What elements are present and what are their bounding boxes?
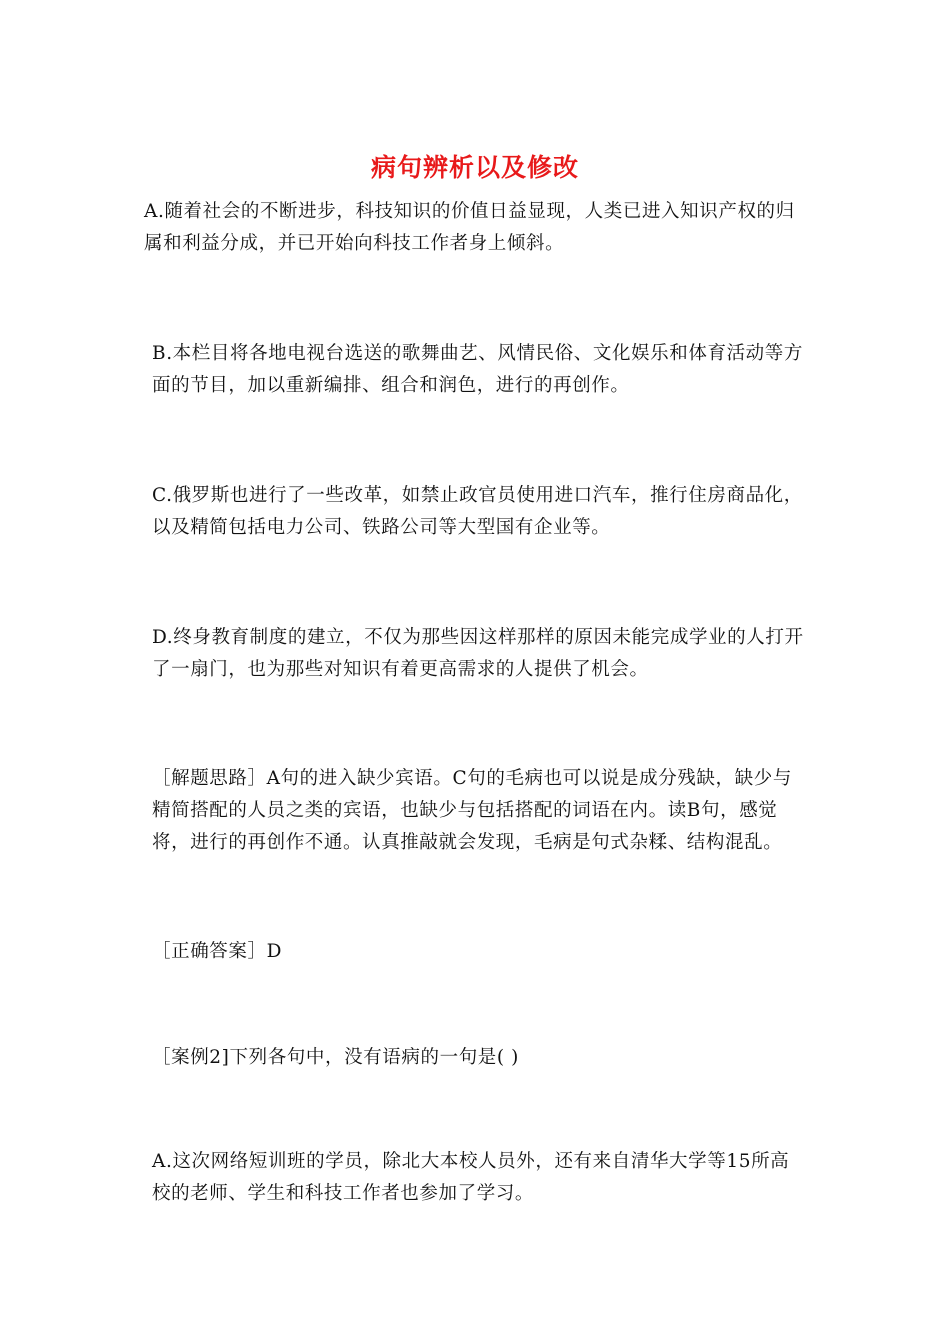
paragraph-option-b: B.本栏目将各地电视台选送的歌舞曲艺、风情民俗、文化娱乐和体育活动等方面的节目，加以重新编排、组合和润色，进行的再创作。 <box>152 343 803 396</box>
paragraph-case-2-option-a: A.这次网络短训班的学员，除北大本校人员外，还有来自清华大学等15所高校的老师、学生和科技工作者也参加了学习。 <box>152 1151 790 1204</box>
paragraph-option-c: C.俄罗斯也进行了一些改革，如禁止政官员使用进口汽车，推行住房商品化，以及精简包括电力公司、铁路公司等大型国有企业等。 <box>152 485 803 538</box>
page-title: 病句辨析以及修改 <box>370 153 579 182</box>
paragraph-option-a: A.随着社会的不断进步，科技知识的价值日益显现，人类已进入知识产权的归属和利益分成，并已开始向科技工作者身上倾斜。 <box>144 201 795 254</box>
paragraph-option-d: D.终身教育制度的建立，不仅为那些因这样那样的原因未能完成学业的人打开了一扇门，也为那些对知识有着更高需求的人提供了机会。 <box>152 627 804 680</box>
paragraph-case-2: ［案例2]下列各句中，没有语病的一句是( ) <box>152 1047 520 1068</box>
paragraph-answer: ［正确答案］D <box>152 941 283 962</box>
paragraph-analysis: ［解题思路］A句的进入缺少宾语。C句的毛病也可以说是成分残缺，缺少与精简搭配的人员之类的宾语，也缺少与包括搭配的词语在内。读B句，感觉将，进行的再创作不通。认真推敲就会发现，毛病是句式杂糅、结构混乱。 <box>152 768 792 853</box>
